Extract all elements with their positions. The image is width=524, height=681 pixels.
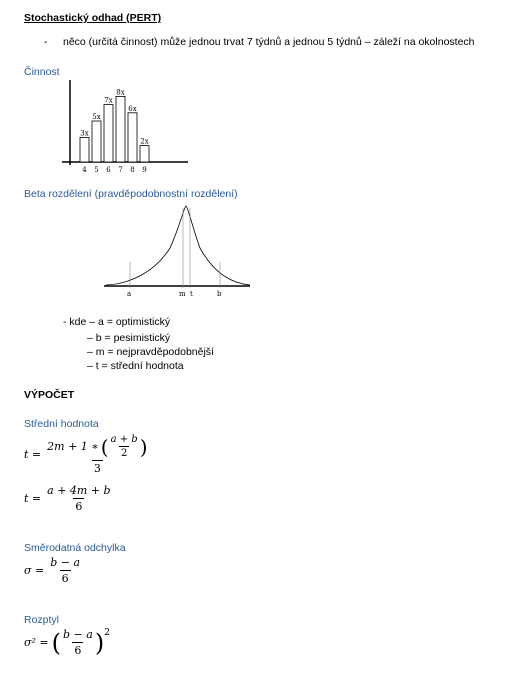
- definition-m: – m = nejpravděpodobnější: [87, 346, 214, 358]
- formula-mean-1-num: 2m + 1 ∗: [47, 440, 99, 453]
- page-title: Stochastický odhad (PERT): [24, 12, 162, 24]
- beta-curve: [106, 206, 250, 285]
- beta-heading: Beta rozdělení (pravděpodobnostní rozdělení): [24, 188, 238, 200]
- histogram-tick-label: 6: [106, 166, 111, 174]
- var-heading: Rozptyl: [24, 614, 60, 626]
- mean-heading: Střední hodnota: [24, 418, 99, 430]
- formula-std-lhs: σ =: [24, 564, 45, 577]
- formula-mean-1: t = 2m + 1 ∗ ( $\frac{a + b}{2}$ ) 3: [24, 434, 148, 475]
- formula-mean-2-num: a + 4m + b: [47, 484, 111, 497]
- beta-label-m: m: [179, 290, 186, 298]
- histogram-bar-label: 6x: [128, 104, 137, 113]
- histogram-tick-label: 7: [118, 166, 123, 174]
- beta-label-t: t: [190, 290, 193, 298]
- intro-bullet: -: [44, 36, 48, 48]
- formula-var-lhs: σ² =: [24, 636, 49, 649]
- formula-var-den: 6: [74, 644, 82, 657]
- calc-heading: VÝPOČET: [24, 389, 75, 401]
- formula-var: σ² = ( $\frac{b - a}{6}$ ) $^2$: [24, 628, 110, 657]
- std-heading: Směrodatná odchylka: [24, 542, 126, 554]
- histogram-tick-label: 5: [94, 166, 99, 174]
- histogram-bar: [104, 105, 113, 162]
- activity-histogram: [60, 78, 200, 178]
- formula-mean-2: [24, 484, 113, 513]
- histogram-tick-label: 8: [130, 166, 135, 174]
- definition-a: - kde – a = optimistický: [63, 316, 171, 328]
- formula-mean-2-lhs: t =: [24, 492, 42, 505]
- beta-label-b: b: [217, 290, 222, 298]
- formula-mean-2-den: 6: [75, 500, 83, 513]
- formula-var-num: b − a: [63, 628, 93, 641]
- activity-heading: Činnost: [24, 66, 60, 78]
- definition-t: – t = střední hodnota: [87, 360, 184, 372]
- histogram-bar: [92, 121, 101, 162]
- formula-mean-1-inner-num: a + b: [110, 434, 138, 445]
- formula-std: [24, 556, 82, 585]
- histogram-bar-label: 8x: [116, 88, 125, 97]
- definition-b: – b = pesimistický: [87, 332, 171, 344]
- histogram-bar: [116, 96, 125, 162]
- histogram-bar-label: 2x: [140, 137, 149, 146]
- histogram-bar-label: 5x: [92, 113, 101, 121]
- histogram-tick-label: 4: [82, 166, 87, 174]
- histogram-bar: [80, 137, 89, 162]
- histogram-tick-label: 9: [142, 166, 147, 174]
- formula-mean-1-inner-den: 2: [120, 448, 128, 459]
- histogram-bar-label: 7x: [104, 96, 113, 105]
- beta-distribution-diagram: [100, 200, 252, 300]
- intro-text: něco (určitá činnost) může jednou trvat 7 týdnů a jednou 5 týdnů – záleží na okolnostech: [63, 36, 475, 48]
- formula-std-den: 6: [61, 572, 69, 585]
- formula-var-exp: 2: [104, 628, 110, 638]
- formula-mean-1-den: 3: [93, 462, 101, 475]
- histogram-bar: [128, 113, 137, 162]
- beta-label-a: a: [127, 290, 132, 298]
- formula-mean-1-lhs: t =: [24, 448, 42, 461]
- histogram-bar: [140, 146, 149, 162]
- histogram-bar-label: 3x: [80, 129, 89, 138]
- formula-std-num: b − a: [50, 556, 81, 569]
